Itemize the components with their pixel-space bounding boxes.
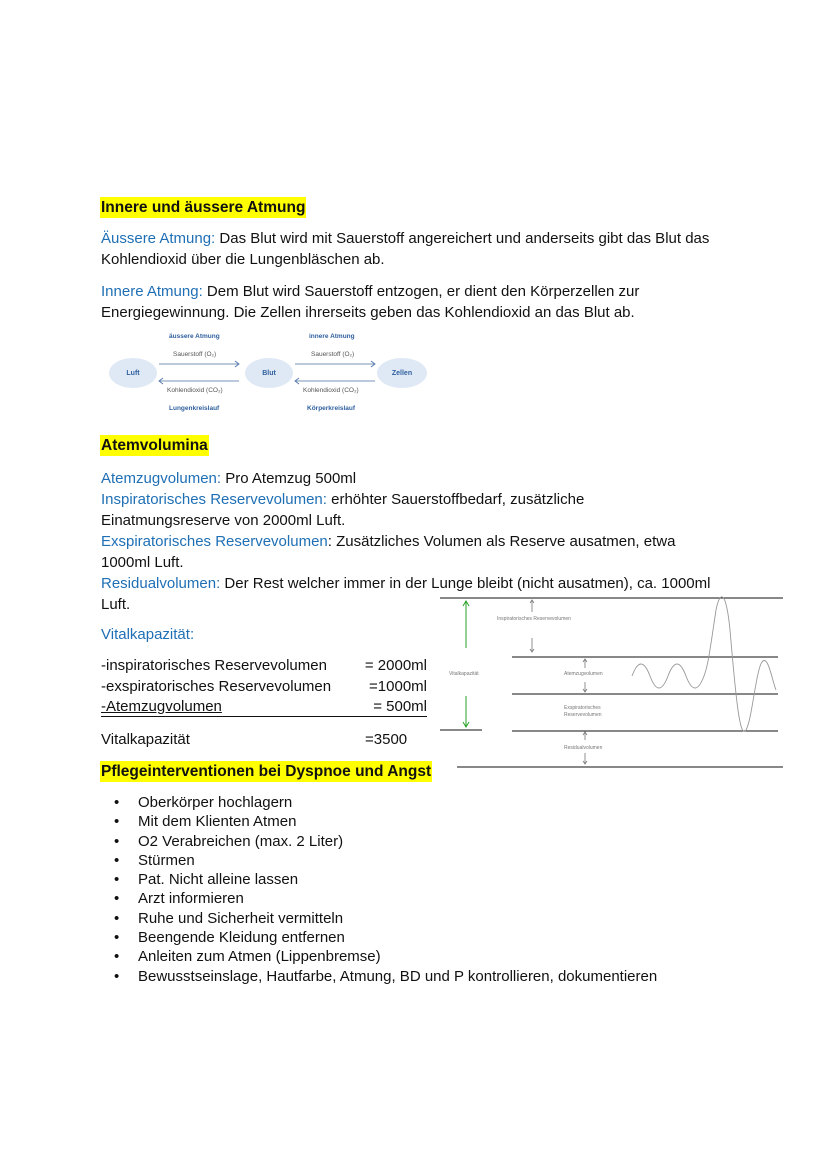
label-lungenkreislauf: Lungenkreislauf <box>169 405 220 412</box>
calc-value: =1000ml <box>369 678 427 695</box>
text: erhöhter Sauerstoffbedarf, zusätzliche Einatmungsreserve von 2000ml Luft. <box>101 491 585 529</box>
list-item: • Beengende Kleidung entfernen <box>100 928 780 947</box>
paragraph-innere-atmung <box>101 281 731 323</box>
node-blut-label: Blut <box>262 369 276 377</box>
node-zellen-label: Zellen <box>391 369 413 377</box>
total-label: Vitalkapazität <box>101 731 190 748</box>
interventions-list <box>100 793 780 986</box>
term-aussere-atmung: Äussere Atmung: <box>101 230 216 247</box>
atmung-diagram <box>105 330 440 422</box>
chart-label-exsp2: Reservevolumen <box>564 712 602 718</box>
heading-atmung: Innere und äussere Atmung <box>101 199 306 216</box>
chart-label-atem: Atemzugvolumen <box>564 671 603 677</box>
list-item: • Mit dem Klienten Atmen <box>100 812 780 831</box>
lung-volume-chart <box>440 590 785 770</box>
heading-pflegeinterventionen: Pflegeinterventionen bei Dyspnoe und Angst <box>101 763 432 780</box>
diagram-arrows <box>105 330 440 422</box>
list-item: • Pat. Nicht alleine lassen <box>100 870 780 889</box>
node-luft-label: Luft <box>126 369 140 377</box>
label-o2-left: Sauerstoff (O₂) <box>173 351 217 358</box>
term-innere-atmung: Innere Atmung: <box>101 283 203 300</box>
chart-label-insp: Inspiratorisches Reservevolumen <box>497 616 571 622</box>
calc-value: = 2000ml <box>364 657 427 674</box>
calc-label: -exspiratorisches Reservevolumen <box>101 678 332 695</box>
list-item: • Anleiten zum Atmen (Lippenbremse) <box>100 947 780 966</box>
calc-label: -Atemzugvolumen <box>101 698 222 715</box>
label-koerperkreislauf: Körperkreislauf <box>307 405 356 412</box>
text: Der Rest welcher immer in der Lunge bleibt (nicht ausatmen), ca. 1000ml Luft. <box>101 575 711 613</box>
calc-value: = 500ml <box>373 698 427 715</box>
list-item: • Bewusstseinslage, Hautfarbe, Atmung, BD und P kontrollieren, dokumentieren <box>100 967 780 986</box>
heading-atemvolumina: Atemvolumina <box>101 437 208 454</box>
total-value: =3500 <box>365 731 408 748</box>
term: Residualvolumen: <box>101 575 221 592</box>
item-inspiratorisches <box>101 489 661 531</box>
text-aussere-atmung: Das Blut wird mit Sauerstoff angereichert und anderseits gibt das Blut das Kohlendioxid über die Lungenbläschen ab. <box>101 230 710 268</box>
calc-block <box>101 655 427 717</box>
calc-row <box>101 676 427 697</box>
chart-label-resid: Residualvolumen <box>564 745 603 751</box>
label-co2-left: Kohlendioxid (CO₂) <box>167 387 223 394</box>
term: Inspiratorisches Reservevolumen: <box>101 491 327 508</box>
label-co2-right: Kohlendioxid (CO₂) <box>303 387 359 394</box>
item-exspiratorisches <box>101 531 721 573</box>
text-innere-atmung: Dem Blut wird Sauerstoff entzogen, er dient den Körperzellen zur Energiegewinnung. Die Zellen ihrerseits geben das Kohlendioxid an das Blut ab. <box>101 283 640 321</box>
term: Exspiratorisches Reservevolumen <box>101 533 328 550</box>
text: : Zusätzliches Volumen als Reserve ausatmen, etwa 1000ml Luft. <box>101 533 676 571</box>
chart-label-exsp1: Exspiratorisches <box>564 705 601 711</box>
list-item: • Ruhe und Sicherheit vermitteln <box>100 909 780 928</box>
calc-row <box>101 697 427 717</box>
vital-title: Vitalkapazität: <box>101 626 195 643</box>
list-item: • Stürmen <box>100 851 780 870</box>
list-item: • Oberkörper hochlagern <box>100 793 780 812</box>
paragraph-aussere-atmung <box>101 228 731 270</box>
label-innere-atmung: innere Atmung <box>309 333 355 340</box>
chart-label-vital: Vitalkapazität <box>449 671 479 677</box>
label-o2-right: Sauerstoff (O₂) <box>311 351 355 358</box>
list-item: • O2 Verabreichen (max. 2 Liter) <box>100 832 780 851</box>
list-item: • Arzt informieren <box>100 889 780 908</box>
text: Pro Atemzug 500ml <box>221 470 357 487</box>
calc-label: -inspiratorisches Reservevolumen <box>101 657 327 674</box>
item-atemzugvolumen <box>101 468 741 489</box>
label-aussere-atmung: äussere Atmung <box>169 333 220 340</box>
term: Atemzugvolumen: <box>101 470 222 487</box>
calc-row <box>101 655 427 676</box>
